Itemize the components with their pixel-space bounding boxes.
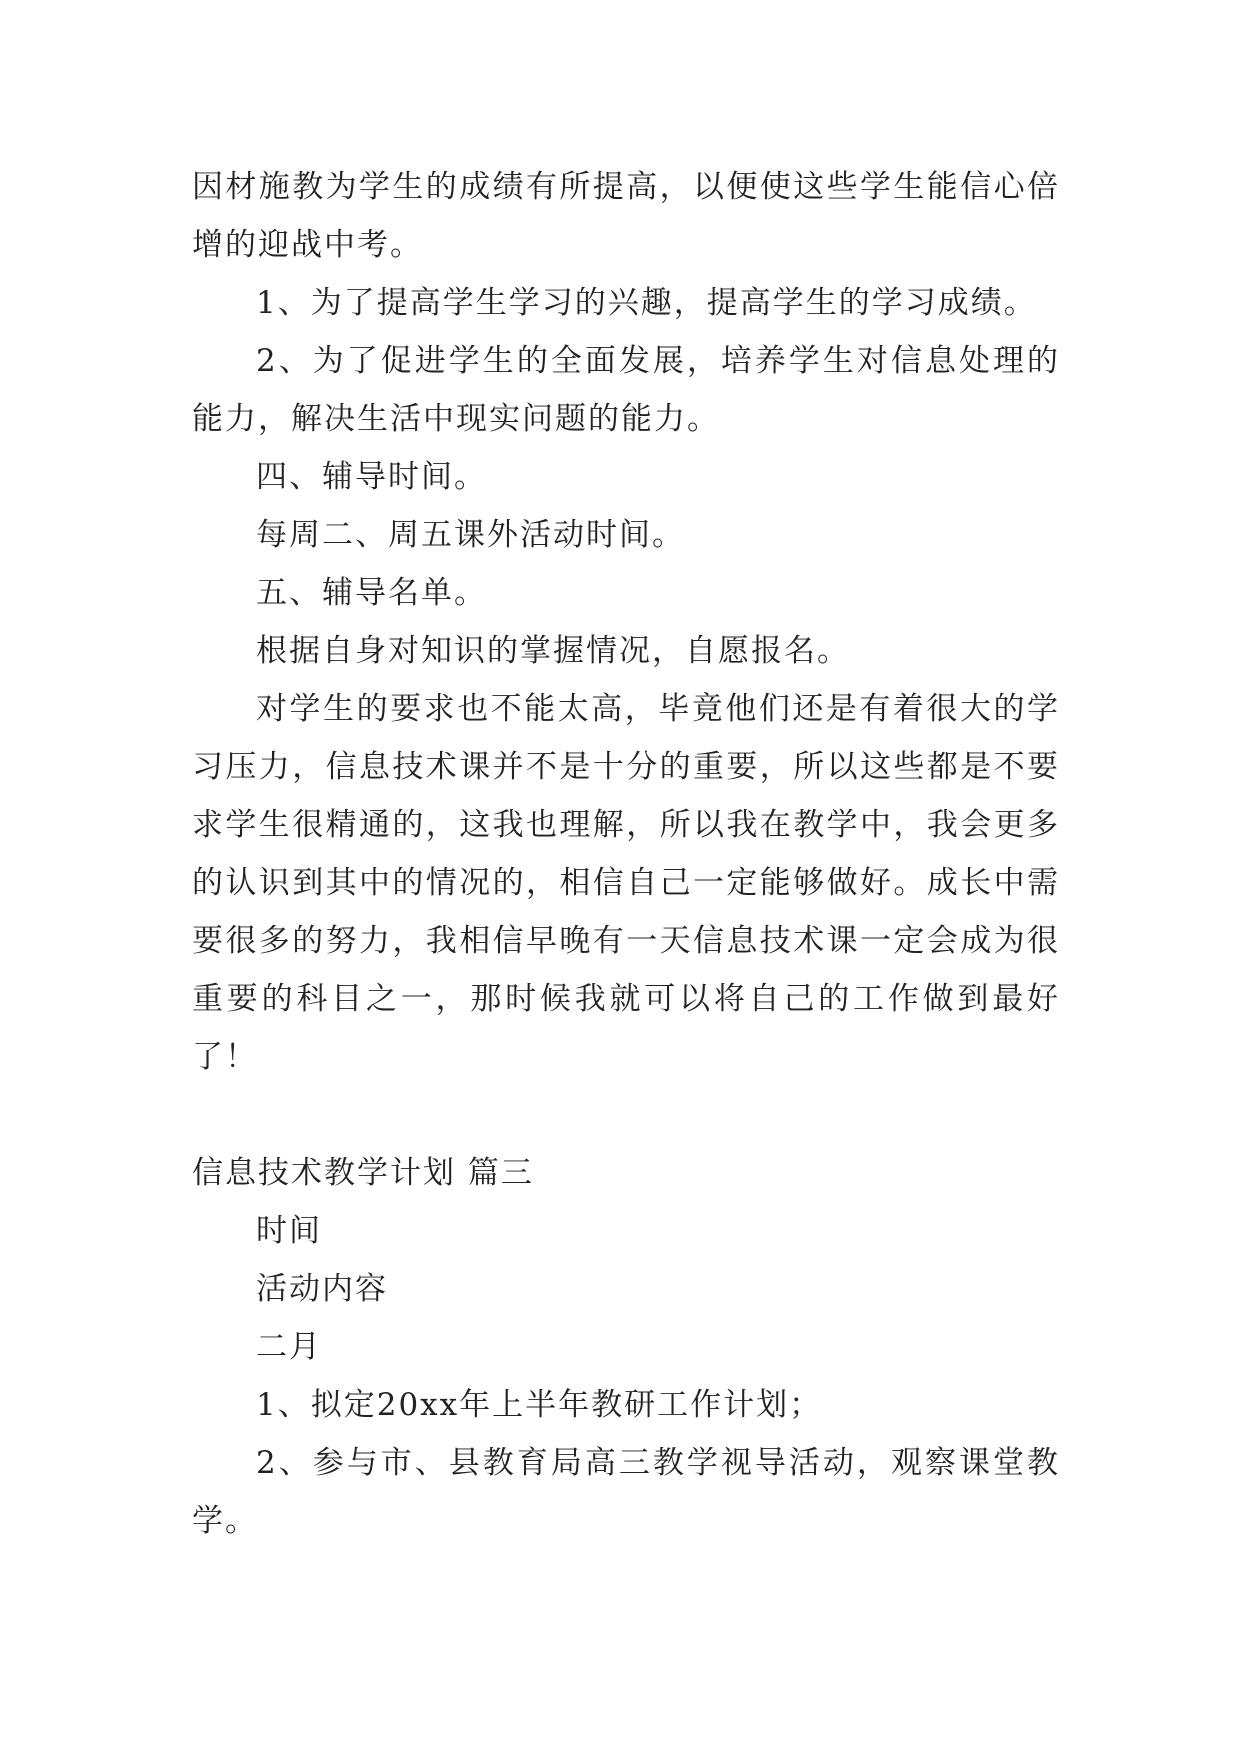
activity-item-2: 2、参与市、县教育局高三教学视导活动，观察课堂教学。	[192, 1445, 1060, 1539]
month-label: 二月	[256, 1329, 322, 1365]
activity-item-1: 1、拟定20xx年上半年教研工作计划；	[256, 1387, 823, 1423]
paragraph-goal-1: 1、为了提高学生学习的兴趣，提高学生的学习成绩。	[256, 285, 1037, 321]
table-header-time: 时间	[256, 1213, 322, 1249]
heading-tutoring-list: 五、辅导名单。	[256, 575, 487, 611]
document-body	[192, 158, 1060, 1550]
section-spacer	[192, 1086, 1060, 1144]
paragraph-intro-continuation: 因材施教为学生的成绩有所提高，以便使这些学生能信心倍增的迎战中考。	[192, 169, 1060, 263]
paragraph-tutoring-time: 每周二、周五课外活动时间。	[256, 517, 685, 553]
heading-tutoring-time: 四、辅导时间。	[256, 459, 487, 495]
paragraph-goal-2: 2、为了促进学生的全面发展，培养学生对信息处理的能力，解决生活中现实问题的能力。	[192, 343, 1060, 437]
table-header-activity: 活动内容	[256, 1271, 388, 1307]
paragraph-reflection: 对学生的要求也不能太高，毕竟他们还是有着很大的学习压力，信息技术课并不是十分的重要，所以这些都是不要求学生很精通的，这我也理解，所以我在教学中，我会更多的认识到其中的情况的，相信自己一定能够做好。成长中需要很多的努力，我相信早晚有一天信息技术课一定会成为很重要的科目之一，那时候我就可以将自己的工作做到最好了！	[192, 691, 1060, 1075]
paragraph-tutoring-list: 根据自身对知识的掌握情况，自愿报名。	[256, 633, 850, 669]
section-title: 信息技术教学计划 篇三	[192, 1155, 534, 1191]
